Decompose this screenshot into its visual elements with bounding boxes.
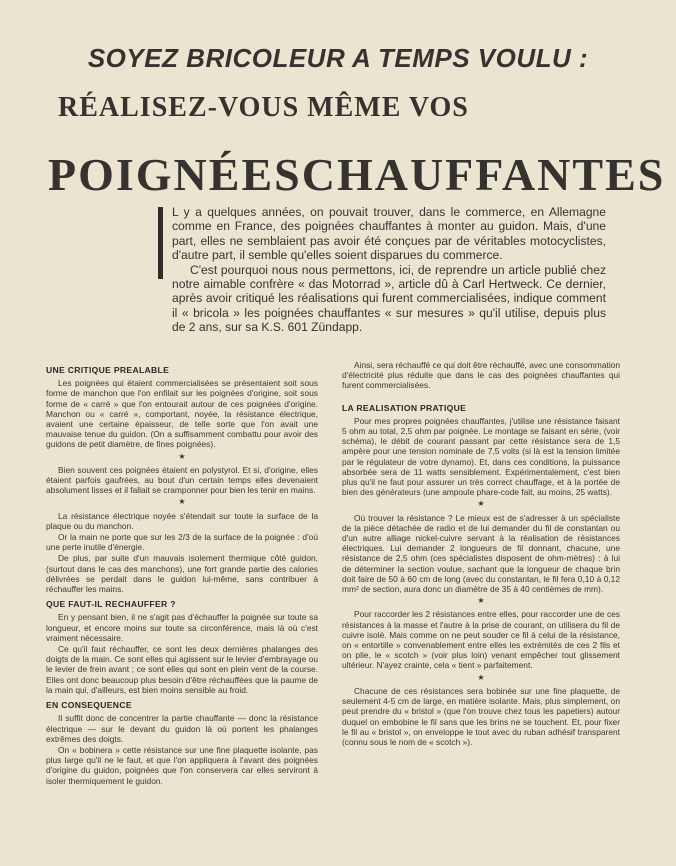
paragraph: Pour mes propres poignées chauffantes, j'utilise une résistance faisant 5 ohm au total, 2,5 ohm par poignée. Le montage se faisant en série, (voir schéma), le débit de courant passant par cette résistance sera de 1,5 ampère pour une tension nominale de 7,5 volts (si là est la tension limitée par le régulateur de votre dynamo). Et, dans ces conditions, la puissance absorbée sera de 11 watts sensiblement. Expérimentalement, c'est bien plus qu'il ne faut pour assurer un très correct chauffage, et à la portée de bien des générateurs (une ampoule phare-code fait, au moins, 25 watts).	[342, 415, 620, 498]
star-ornament: ★	[178, 497, 186, 507]
paragraph: Où trouver la résistance ? Le mieux est de s'adresser à un spécialiste de la pièce détachée de radio et de lui demander du fil de constantan ou d'un autre alliage nickel-cuivre servant à la réalisation de résistances électriques. Lui demander 2 longueurs de fil donnant, chacune, une résistance de 2,5 ohm (ces spécialistes disposent de ohm-mètres) : à lui de déterminer la section voulue, sachant que la longueur de chaque brin doit faire de 50 à 60 cm de long (avec du constantan, le fil fera 0,10 à 0,12 mm² de section, aura donc un diamètre de 35 à 40 centièmes de mm).	[342, 512, 620, 595]
kicker-headline: SOYEZ BRICOLEUR A TEMPS VOULU :	[87, 43, 589, 73]
paragraph: La résistance électrique noyée s'étendait sur toute la surface de la plaque ou du manchon.	[46, 510, 318, 531]
title-word-1: POIGNÉES	[48, 149, 302, 200]
paragraph: En y pensant bien, il ne s'agit pas d'échauffer la poignée sur toute sa longueur, et encore moins sur toute sa circonférence, mais là où c'est vraiment nécessaire.	[46, 612, 318, 643]
paragraph: Or la main ne porte que sur les 2/3 de la surface de la poignée : d'où une perte inutile d'énergie.	[46, 532, 318, 553]
paragraph: De plus, par suite d'un mauvais isolement thermique côté guidon, (surtout dans le cas des manchons), une fort grande partie des calories délivrées se perdait dans le guidon lui-même, sans contribuer à réchauffer les mains.	[46, 553, 318, 595]
right-column	[342, 360, 620, 748]
paragraph: On « bobinera » cette résistance sur une fine plaquette isolante, pas plus large qu'il ne le faut, et que l'on appliquera à l'avant des poignées d'origine du guidon, poignées que l'on conservera car elles serviront à isoler thermiquement le guidon.	[46, 744, 318, 786]
paragraph: Chacune de ces résistances sera bobinée sur une fine plaquette, de seulement 4-5 cm de large, en matière isolante. Mais, plus simplement, on peut prendre du « bristol » (que l'on trouve chez tous les papetiers) autour duquel on embobine le fil sans que les brins ne se touchent. Et, pour fixer le fil au « bristol », on enveloppe le tout avec du ruban adhésif transparent (connu sous le nom de « scotch »).	[342, 685, 620, 747]
paragraph: Ce qu'il faut réchauffer, ce sont les deux dernières phalanges des doigts de la main. Ce sont elles qui agissent sur le levier d'embrayage ou le levier de frein avant ; ce sont elles qui sont en plein vent de la course. Elles ont donc beaucoup plus besoin d'être réchauffées que la paume de la main qui, d'ailleurs, est bien moins sensible au froid.	[46, 644, 318, 695]
heading-critique: UNE CRITIQUE PREALABLE	[46, 365, 170, 375]
heading-realisation: LA REALISATION PRATIQUE	[342, 402, 467, 413]
heading-rechauffer: QUE FAUT-IL RECHAUFFER ?	[46, 599, 176, 610]
left-column	[46, 360, 318, 787]
paragraph: Bien souvent ces poignées étaient en polystyrol. Et si, d'origine, elles étaient parfois gaufrées, au bout d'un certain temps elles devenaient absolument lisses et il fallait se cramponner pour bien les tenir en mains.	[46, 464, 318, 496]
paragraph: Les poignées qui étaient commercialisées se présentaient soit sous forme de manchon que l'on enfilait sur les poignées d'origine, soit sous forme de « carré » que l'on entourait autour de ces poignées d'origine. Manchon ou « carré », comportant, noyée, la résistance électrique, avaient une certaine épaisseur, de telle sorte que l'on avait une mauvaise tenue du guidon. (On a suffisamment combattu pour avoir des guidons de petit diamètre, de fines poignées).	[46, 378, 318, 450]
paragraph: Il suffit donc de concentrer la partie chauffante — donc la résistance électrique — sur le devant du guidon là où portent les phalanges extrêmes des doigts.	[46, 713, 318, 744]
intro-paragraph-1: L y a quelques années, on pouvait trouver, dans le commerce, en Allemagne comme en France, des poignées chauffantes à monter au guidon. Mais, d'une part, elles ne semblaient pas avoir été conçues par de véritables motocyclistes, d'autre part, il semble qu'elles soient disparues du commerce.	[172, 205, 606, 263]
star-ornament: ★	[178, 451, 186, 461]
star-ornament: ★	[477, 672, 485, 682]
title-line-1: RÉALISEZ-VOUS MÊME VOS	[58, 92, 469, 123]
main-title	[48, 148, 666, 201]
heading-consequence: EN CONSEQUENCE	[46, 700, 132, 711]
paragraph: Ainsi, sera réchauffé ce qui doit être réchauffé, avec une consommation d'électricité plus réduite que dans le cas des poignées chauffantes qui furent commercialisées.	[342, 360, 620, 391]
star-ornament: ★	[477, 499, 485, 509]
intro-block	[172, 205, 606, 335]
title-word-2: CHAUFFANTES	[301, 149, 666, 200]
star-ornament: ★	[477, 596, 485, 606]
drop-cap-i	[158, 207, 163, 279]
intro-paragraph-2: C'est pourquoi nous nous permettons, ici, de reprendre un article publié chez notre aimable confrère « das Motorrad », article dû à Carl Hertweck. Ce dernier, après avoir critiqué les réalisations qui furent commercialisées, indique comment il « bricola » les poignées chauffantes « sur mesures » qu'il utilise, depuis plus de 2 ans, sur sa K.S. 601 Zündapp.	[172, 262, 606, 335]
paragraph: Pour raccorder les 2 résistances entre elles, pour raccorder une de ces résistances à la masse et l'autre à la prise de courant, on utilisera du fil de cuivre isolé. Mais comme on ne peut souder ce fil à celui de la résistance, on « entortille » convenablement entre elles les extrémités de ces 2 fils et on plie, le « scotch » (voir plus loin) venant empêcher tout glissement ultérieur. N'ayez crainte, cela « tient » parfaitement.	[342, 609, 620, 671]
